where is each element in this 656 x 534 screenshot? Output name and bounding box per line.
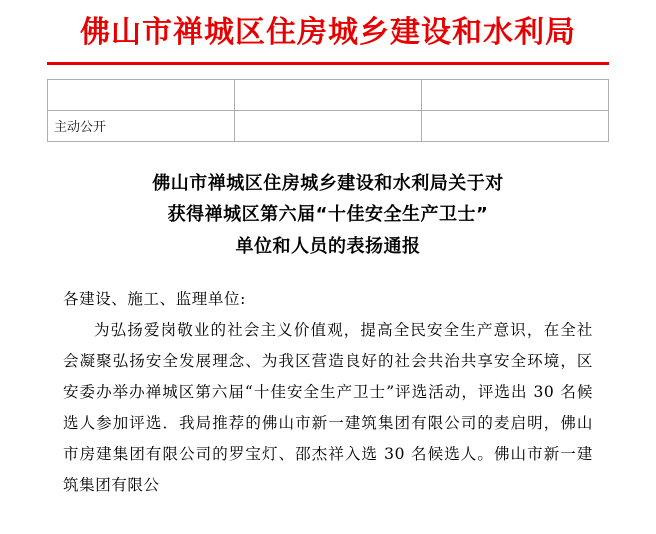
masthead-divider [47,62,609,65]
table-row [48,110,609,141]
document-title-line-3: 单位和人员的表扬通报 [235,235,421,257]
meta-cell-r1c3 [421,79,608,110]
table-row [48,79,609,110]
meta-cell-r1c1 [48,79,235,110]
document-title [68,168,588,263]
meta-table [47,79,609,142]
body-paragraph-1: 为弘扬爱岗敬业的社会主义价值观，提高全民安全生产意识，在全社会凝聚弘扬安全发展理念、为我区营造良好的社会共治共享安全环境，区安委办举办禅城区第六届“十佳安全生产卫士”评选活动，评选出 30 名候选人参加评选．我局推荐的佛山市新一建筑集团有限公司的麦启明，佛山市房建集团有限公司的罗宝灯、邵杰祥入选 30 名候选人。佛山市新一建筑集团有限公 [63,321,593,494]
meta-cell-r2c3 [421,110,608,141]
masthead [0,0,656,67]
document-body [63,284,593,501]
document-title-line-2: 获得禅城区第六届“十佳安全生产卫士” [167,204,489,225]
meta-cell-disclosure-type: 主动公开 [48,110,235,141]
masthead-title: 佛山市禅城区住房城乡建设和水利局 [80,15,576,50]
meta-cell-r1c2 [234,79,421,110]
document-title-line-1: 佛山市禅城区住房城乡建设和水利局关于对 [152,172,504,194]
salutation: 各建设、施工、监理单位: [63,290,246,308]
meta-cell-r2c2 [234,110,421,141]
meta-table-container [47,79,609,142]
